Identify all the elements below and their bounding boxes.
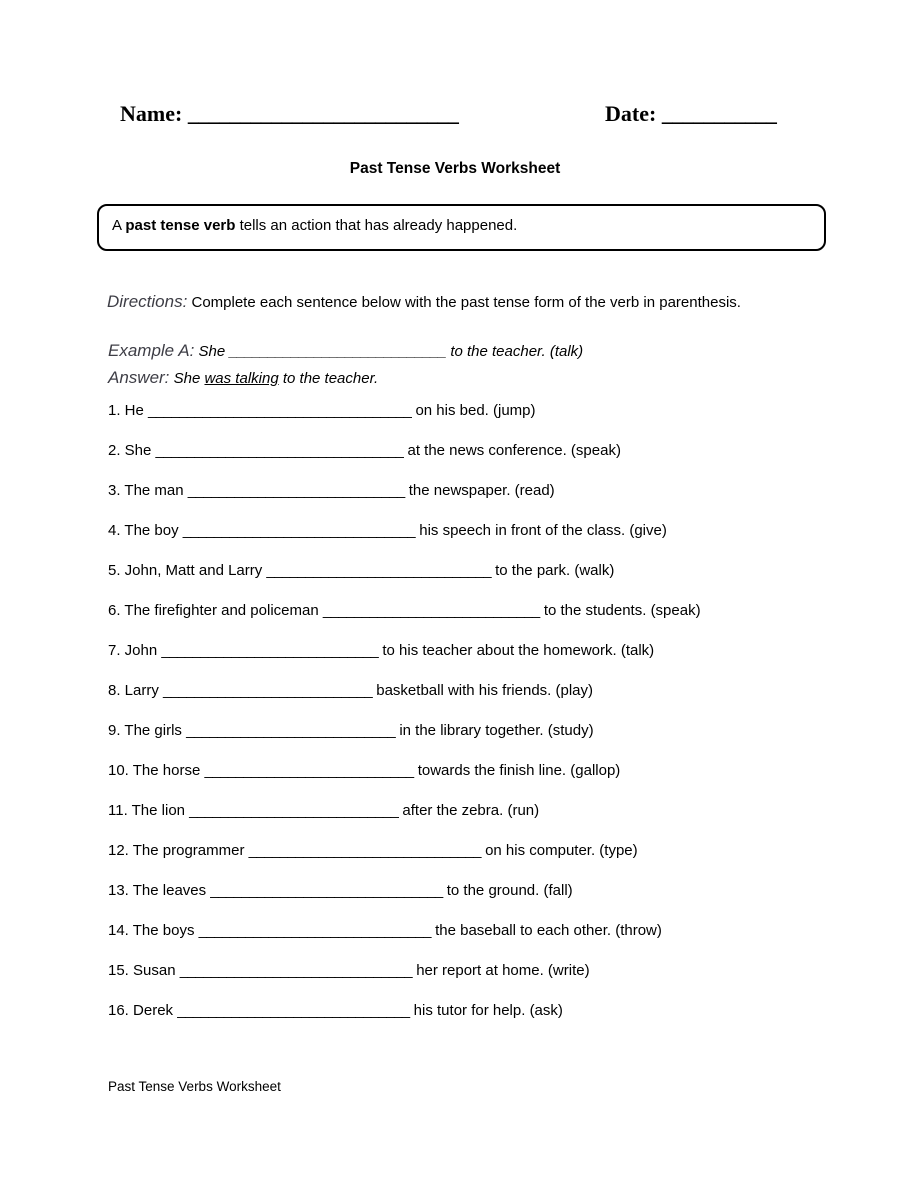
sentence-item-10 [108, 762, 868, 782]
page-title: Past Tense Verbs Worksheet [349, 160, 561, 177]
example-block [108, 338, 808, 392]
sentence-pre: 9. The girls [108, 722, 182, 739]
answer-blank: ___________________________ [186, 722, 396, 739]
sentence-post: the newspaper. (read) [408, 482, 555, 499]
sentence-post: on his bed. (jump) [415, 402, 536, 419]
sentence-list [108, 402, 868, 1042]
directions-text: Complete each sentence below with the past tense form of the verb in parenthesis. [191, 294, 741, 311]
sentence-post: towards the finish line. (gallop) [417, 762, 621, 779]
example-pre: She [198, 343, 226, 360]
sentence-pre: 15. Susan [108, 962, 176, 979]
answer-blank: _____________________________ [266, 562, 491, 579]
answer-label: Answer: [108, 368, 170, 387]
date-field [605, 101, 776, 127]
answer-blank: ___________________________ [163, 682, 373, 699]
sentence-pre: 1. He [108, 402, 144, 419]
sentence-post: on his computer. (type) [485, 842, 638, 859]
definition-term: past tense verb [125, 217, 236, 234]
sentence-pre: 12. The programmer [108, 842, 245, 859]
directions-label: Directions: [107, 292, 188, 311]
example-label: Example A: [108, 341, 195, 360]
sentence-pre: 3. The man [108, 482, 184, 499]
sentence-item-9 [108, 722, 868, 742]
answer-blank: ___________________________ [204, 762, 414, 779]
answer-blank: ___________________________ [189, 802, 399, 819]
answer-blank: ______________________________ [198, 922, 431, 939]
footer-title: Past Tense Verbs Worksheet [108, 1079, 281, 1094]
sentence-item-16 [108, 1002, 868, 1022]
sentence-post: to the park. (walk) [495, 562, 615, 579]
sentence-item-2 [108, 442, 868, 462]
sentence-item-3 [108, 482, 868, 502]
answer-blank: __________________________________ [148, 402, 412, 419]
sentence-pre: 11. The lion [108, 802, 185, 819]
sentence-item-13 [108, 882, 868, 902]
example-line [108, 338, 808, 365]
name-field [120, 101, 458, 127]
name-label: Name: [120, 101, 183, 126]
header [0, 101, 910, 137]
answer-blank: ______________________________ [210, 882, 443, 899]
sentence-pre: 7. John [108, 642, 158, 659]
sentence-item-7 [108, 642, 868, 662]
sentence-post: basketball with his friends. (play) [376, 682, 594, 699]
sentence-item-5 [108, 562, 868, 582]
answer-blank: ______________________________ [177, 1002, 410, 1019]
sentence-post: her report at home. (write) [416, 962, 590, 979]
sentence-pre: 6. The firefighter and policeman [108, 602, 319, 619]
answer-underlined-verb: was talking [204, 370, 279, 387]
answer-post: to the teacher. [282, 370, 379, 387]
sentence-item-15 [108, 962, 868, 982]
sentence-pre: 13. The leaves [108, 882, 207, 899]
sentence-post: the baseball to each other. (throw) [435, 922, 662, 939]
date-blank-line: ___________ [661, 101, 777, 126]
answer-blank: ______________________________ [182, 522, 416, 539]
sentence-post: at the news conference. (speak) [407, 442, 621, 459]
sentence-post: to the students. (speak) [543, 602, 701, 619]
example-post: to the teacher. (talk) [450, 343, 584, 360]
definition-suffix: tells an action that has already happened. [239, 217, 518, 234]
definition-box [97, 204, 826, 251]
answer-blank: ____________________________ [187, 482, 405, 499]
directions [107, 289, 755, 315]
sentence-item-12 [108, 842, 868, 862]
sentence-post: to the ground. (fall) [446, 882, 573, 899]
sentence-pre: 10. The horse [108, 762, 201, 779]
answer-blank: ______________________________ [248, 842, 481, 859]
sentence-post: in the library together. (study) [399, 722, 594, 739]
sentence-pre: 8. Larry [108, 682, 159, 699]
sentence-post: his tutor for help. (ask) [413, 1002, 563, 1019]
sentence-pre: 4. The boy [108, 522, 179, 539]
answer-pre: She [173, 370, 201, 387]
example-blank-line: ____________________________ [229, 343, 447, 360]
answer-blank: ______________________________ [179, 962, 413, 979]
definition-prefix: A [112, 217, 122, 234]
sentence-item-14 [108, 922, 868, 942]
sentence-item-6 [108, 602, 868, 622]
sentence-pre: 5. John, Matt and Larry [108, 562, 263, 579]
answer-line [108, 365, 808, 392]
sentence-post: after the zebra. (run) [402, 802, 540, 819]
sentence-post: to his teacher about the homework. (talk) [382, 642, 655, 659]
answer-blank: ____________________________ [322, 602, 540, 619]
answer-blank: ____________________________ [161, 642, 379, 659]
sentence-item-8 [108, 682, 868, 702]
sentence-item-11 [108, 802, 868, 822]
answer-blank: ________________________________ [155, 442, 404, 459]
sentence-post: his speech in front of the class. (give) [419, 522, 667, 539]
sentence-pre: 14. The boys [108, 922, 195, 939]
name-blank-line: __________________________ [187, 101, 459, 126]
sentence-pre: 16. Derek [108, 1002, 174, 1019]
sentence-item-4 [108, 522, 868, 542]
date-label: Date: [605, 101, 657, 126]
sentence-item-1 [108, 402, 868, 422]
sentence-pre: 2. She [108, 442, 152, 459]
